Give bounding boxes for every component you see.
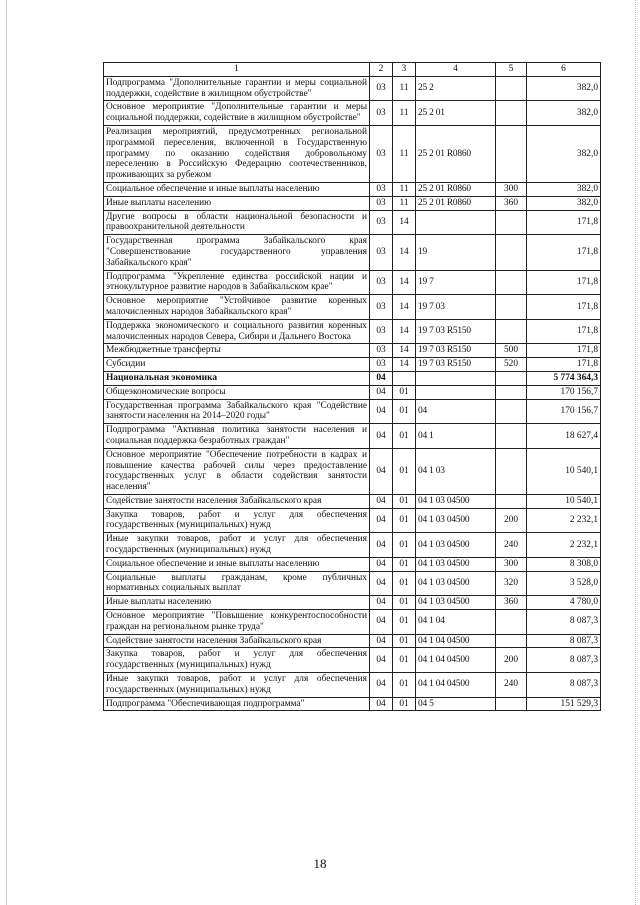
expense-type-cell (496, 634, 527, 648)
table-row (104, 508, 601, 533)
section-code-cell: 03 (370, 235, 393, 270)
subsection-code-cell: 01 (393, 385, 416, 399)
amount-cell: 2 232,1 (527, 533, 601, 558)
row-name-cell: Реализация мероприятий, предусмотренных региональной программой переселения, включенной в Государственную программу по оказанию содействия добровольному переселению в Российскую Федерацию соотечественников, проживающих за рубежом (104, 125, 370, 182)
section-code-cell: 04 (370, 697, 393, 711)
row-name-cell: Иные закупки товаров, работ и услуг для обеспечения государственных (муниципальных) нужд (104, 533, 370, 558)
amount-cell: 382,0 (527, 76, 601, 101)
target-article-cell: 19 7 03 (416, 295, 496, 320)
section-code-cell: 04 (370, 596, 393, 610)
row-name-cell: Национальная экономика (104, 371, 370, 385)
subsection-code-cell: 14 (393, 295, 416, 320)
section-code-cell: 03 (370, 125, 393, 182)
amount-cell: 382,0 (527, 101, 601, 126)
row-name-cell: Иные закупки товаров, работ и услуг для обеспечения государственных (муниципальных) нужд (104, 673, 370, 698)
row-name-cell: Социальные выплаты гражданам, кроме публичных нормативных социальных выплат (104, 571, 370, 596)
row-name-cell: Основное мероприятие "Повышение конкурентоспособности граждан на региональном рынке труда" (104, 610, 370, 635)
target-article-cell: 04 1 03 04500 (416, 557, 496, 571)
column-header: 6 (527, 63, 601, 77)
subsection-code-cell: 11 (393, 101, 416, 126)
table-row (104, 557, 601, 571)
subsection-code-cell: 14 (393, 319, 416, 344)
subsection-code-cell: 01 (393, 494, 416, 508)
target-article-cell: 25 2 (416, 76, 496, 101)
row-name-cell: Поддержка экономического и социального развития коренных малочисленных народов Севера, Сибири и Дальнего Востока (104, 319, 370, 344)
expense-type-cell: 360 (496, 196, 527, 210)
section-code-cell: 04 (370, 648, 393, 673)
row-name-cell: Подпрограмма "Активная политика занятости населения и социальная поддержка безработных граждан" (104, 424, 370, 449)
subsection-code-cell: 14 (393, 270, 416, 295)
target-article-cell: 25 2 01 R0860 (416, 196, 496, 210)
target-article-cell: 25 2 01 (416, 101, 496, 126)
expense-type-cell (496, 125, 527, 182)
expense-type-cell (496, 385, 527, 399)
table-row (104, 344, 601, 358)
expense-type-cell: 300 (496, 182, 527, 196)
row-name-cell: Подпрограмма "Укрепление единства российской нации и этнокультурное развитие народов в Забайкальском крае" (104, 270, 370, 295)
subsection-code-cell (393, 371, 416, 385)
expense-type-cell: 200 (496, 508, 527, 533)
section-code-cell: 04 (370, 424, 393, 449)
subsection-code-cell: 11 (393, 125, 416, 182)
target-article-cell (416, 385, 496, 399)
section-code-cell: 04 (370, 508, 393, 533)
amount-cell: 10 540,1 (527, 494, 601, 508)
expense-type-cell: 360 (496, 596, 527, 610)
column-header: 4 (416, 63, 496, 77)
table-row (104, 210, 601, 235)
expense-type-cell (496, 270, 527, 295)
amount-cell: 8 087,3 (527, 634, 601, 648)
expense-type-cell (496, 371, 527, 385)
target-article-cell (416, 210, 496, 235)
row-name-cell: Основное мероприятие "Дополнительные гарантии и меры социальной поддержки, содействие в жилищном обустройстве" (104, 101, 370, 126)
section-code-cell: 03 (370, 358, 393, 372)
expense-type-cell (496, 448, 527, 494)
amount-cell: 4 780,0 (527, 596, 601, 610)
row-name-cell: Государственная программа Забайкальского края "Совершенствование государственного управления Забайкальского края" (104, 235, 370, 270)
target-article-cell: 25 2 01 R0860 (416, 182, 496, 196)
section-code-cell: 03 (370, 295, 393, 320)
table-row (104, 697, 601, 711)
budget-table-body (104, 63, 601, 711)
section-code-cell: 04 (370, 673, 393, 698)
target-article-cell: 04 1 03 04500 (416, 508, 496, 533)
amount-cell: 382,0 (527, 196, 601, 210)
amount-cell: 18 627,4 (527, 424, 601, 449)
section-code-cell: 04 (370, 385, 393, 399)
row-name-cell: Основное мероприятие "Устойчивое развитие коренных малочисленных народов Забайкальского края" (104, 295, 370, 320)
section-code-cell: 03 (370, 76, 393, 101)
row-name-cell: Другие вопросы в области национальной безопасности и правоохранительной деятельности (104, 210, 370, 235)
expense-type-cell (496, 399, 527, 424)
amount-cell: 171,8 (527, 344, 601, 358)
subsection-code-cell: 01 (393, 571, 416, 596)
subsection-code-cell: 01 (393, 596, 416, 610)
expense-type-cell: 240 (496, 533, 527, 558)
subsection-code-cell: 01 (393, 424, 416, 449)
column-header: 3 (393, 63, 416, 77)
expense-type-cell: 320 (496, 571, 527, 596)
expense-type-cell (496, 101, 527, 126)
table-row (104, 399, 601, 424)
subsection-code-cell: 01 (393, 508, 416, 533)
subsection-code-cell: 01 (393, 634, 416, 648)
amount-cell: 170 156,7 (527, 385, 601, 399)
target-article-cell: 19 7 03 R5150 (416, 344, 496, 358)
table-row (104, 101, 601, 126)
subsection-code-cell: 01 (393, 399, 416, 424)
table-row (104, 125, 601, 182)
subsection-code-cell: 11 (393, 76, 416, 101)
row-name-cell: Социальное обеспечение и иные выплаты населению (104, 182, 370, 196)
subsection-code-cell: 01 (393, 557, 416, 571)
section-code-cell: 04 (370, 571, 393, 596)
expense-type-cell: 300 (496, 557, 527, 571)
amount-cell: 10 540,1 (527, 448, 601, 494)
subsection-code-cell: 14 (393, 235, 416, 270)
target-article-cell: 19 7 03 R5150 (416, 358, 496, 372)
target-article-cell: 04 1 04 04500 (416, 648, 496, 673)
section-code-cell: 04 (370, 634, 393, 648)
row-name-cell: Содействие занятости населения Забайкальского края (104, 634, 370, 648)
amount-cell: 171,8 (527, 358, 601, 372)
section-code-cell: 04 (370, 399, 393, 424)
target-article-cell: 04 1 03 04500 (416, 494, 496, 508)
table-row (104, 610, 601, 635)
expense-type-cell: 200 (496, 648, 527, 673)
table-row (104, 448, 601, 494)
table-row (104, 319, 601, 344)
row-name-cell: Подпрограмма "Обеспечивающая подпрограмма" (104, 697, 370, 711)
table-row (104, 371, 601, 385)
row-name-cell: Иные выплаты населению (104, 196, 370, 210)
row-name-cell: Закупка товаров, работ и услуг для обеспечения государственных (муниципальных) нужд (104, 648, 370, 673)
target-article-cell (416, 371, 496, 385)
section-code-cell: 03 (370, 270, 393, 295)
expense-type-cell (496, 424, 527, 449)
amount-cell: 171,8 (527, 270, 601, 295)
amount-cell: 8 087,3 (527, 673, 601, 698)
table-row (104, 235, 601, 270)
row-name-cell: Иные выплаты населению (104, 596, 370, 610)
amount-cell: 171,8 (527, 210, 601, 235)
subsection-code-cell: 14 (393, 358, 416, 372)
table-row (104, 571, 601, 596)
section-code-cell: 03 (370, 101, 393, 126)
table-header-row (104, 63, 601, 77)
column-header: 1 (104, 63, 370, 77)
row-name-cell: Общеэкономические вопросы (104, 385, 370, 399)
target-article-cell: 04 1 03 04500 (416, 571, 496, 596)
expense-type-cell (496, 319, 527, 344)
table-row (104, 270, 601, 295)
expense-type-cell: 500 (496, 344, 527, 358)
table-row (104, 182, 601, 196)
amount-cell: 151 529,3 (527, 697, 601, 711)
table-row (104, 673, 601, 698)
row-name-cell: Основное мероприятие "Обеспечение потребности в кадрах и повышение качества рабочей силы через предоставление государственных услуг в области содействия занятости населения" (104, 448, 370, 494)
amount-cell: 8 308,0 (527, 557, 601, 571)
table-row (104, 76, 601, 101)
table-row (104, 295, 601, 320)
table-row (104, 596, 601, 610)
expense-type-cell (496, 494, 527, 508)
expense-type-cell: 240 (496, 673, 527, 698)
subsection-code-cell: 01 (393, 533, 416, 558)
section-code-cell: 04 (370, 448, 393, 494)
target-article-cell: 19 (416, 235, 496, 270)
table-row (104, 648, 601, 673)
expense-type-cell (496, 210, 527, 235)
column-header: 5 (496, 63, 527, 77)
amount-cell: 2 232,1 (527, 508, 601, 533)
page-right-edge (635, 0, 636, 905)
row-name-cell: Содействие занятости населения Забайкальского края (104, 494, 370, 508)
subsection-code-cell: 11 (393, 182, 416, 196)
table-row (104, 385, 601, 399)
amount-cell: 8 087,3 (527, 648, 601, 673)
expense-type-cell (496, 76, 527, 101)
section-code-cell: 03 (370, 182, 393, 196)
page-left-edge (6, 0, 7, 905)
section-code-cell: 03 (370, 344, 393, 358)
budget-table (103, 62, 601, 711)
section-code-cell: 03 (370, 210, 393, 235)
column-header: 2 (370, 63, 393, 77)
row-name-cell: Государственная программа Забайкальского края "Содействие занятости населения на 2014–2020 годы" (104, 399, 370, 424)
target-article-cell: 19 7 03 R5150 (416, 319, 496, 344)
row-name-cell: Субсидии (104, 358, 370, 372)
target-article-cell: 04 5 (416, 697, 496, 711)
section-code-cell: 04 (370, 494, 393, 508)
table-row (104, 358, 601, 372)
subsection-code-cell: 01 (393, 610, 416, 635)
target-article-cell: 04 (416, 399, 496, 424)
expense-type-cell (496, 235, 527, 270)
amount-cell: 171,8 (527, 319, 601, 344)
target-article-cell: 04 1 03 (416, 448, 496, 494)
table-row (104, 196, 601, 210)
subsection-code-cell: 01 (393, 448, 416, 494)
section-code-cell: 04 (370, 371, 393, 385)
subsection-code-cell: 01 (393, 648, 416, 673)
expense-type-cell (496, 697, 527, 711)
amount-cell: 8 087,3 (527, 610, 601, 635)
table-row (104, 424, 601, 449)
target-article-cell: 04 1 04 (416, 610, 496, 635)
amount-cell: 3 528,0 (527, 571, 601, 596)
amount-cell: 171,8 (527, 235, 601, 270)
subsection-code-cell: 01 (393, 673, 416, 698)
target-article-cell: 19 7 (416, 270, 496, 295)
target-article-cell: 04 1 04 04500 (416, 634, 496, 648)
row-name-cell: Закупка товаров, работ и услуг для обеспечения государственных (муниципальных) нужд (104, 508, 370, 533)
section-code-cell: 03 (370, 196, 393, 210)
subsection-code-cell: 01 (393, 697, 416, 711)
amount-cell: 382,0 (527, 182, 601, 196)
section-code-cell: 04 (370, 610, 393, 635)
table-row (104, 533, 601, 558)
expense-type-cell: 520 (496, 358, 527, 372)
target-article-cell: 04 1 04 04500 (416, 673, 496, 698)
table-row (104, 494, 601, 508)
section-code-cell: 03 (370, 319, 393, 344)
row-name-cell: Социальное обеспечение и иные выплаты населению (104, 557, 370, 571)
target-article-cell: 04 1 03 04500 (416, 533, 496, 558)
section-code-cell: 04 (370, 557, 393, 571)
subsection-code-cell: 14 (393, 210, 416, 235)
amount-cell: 5 774 364,3 (527, 371, 601, 385)
row-name-cell: Межбюджетные трансферты (104, 344, 370, 358)
expense-type-cell (496, 610, 527, 635)
row-name-cell: Подпрограмма "Дополнительные гарантии и меры социальной поддержки, содействие в жилищном обустройстве" (104, 76, 370, 101)
target-article-cell: 25 2 01 R0860 (416, 125, 496, 182)
subsection-code-cell: 11 (393, 196, 416, 210)
target-article-cell: 04 1 03 04500 (416, 596, 496, 610)
section-code-cell: 04 (370, 533, 393, 558)
table-row (104, 634, 601, 648)
page-number: 18 (313, 856, 327, 871)
amount-cell: 171,8 (527, 295, 601, 320)
expense-type-cell (496, 295, 527, 320)
subsection-code-cell: 14 (393, 344, 416, 358)
amount-cell: 170 156,7 (527, 399, 601, 424)
amount-cell: 382,0 (527, 125, 601, 182)
target-article-cell: 04 1 (416, 424, 496, 449)
